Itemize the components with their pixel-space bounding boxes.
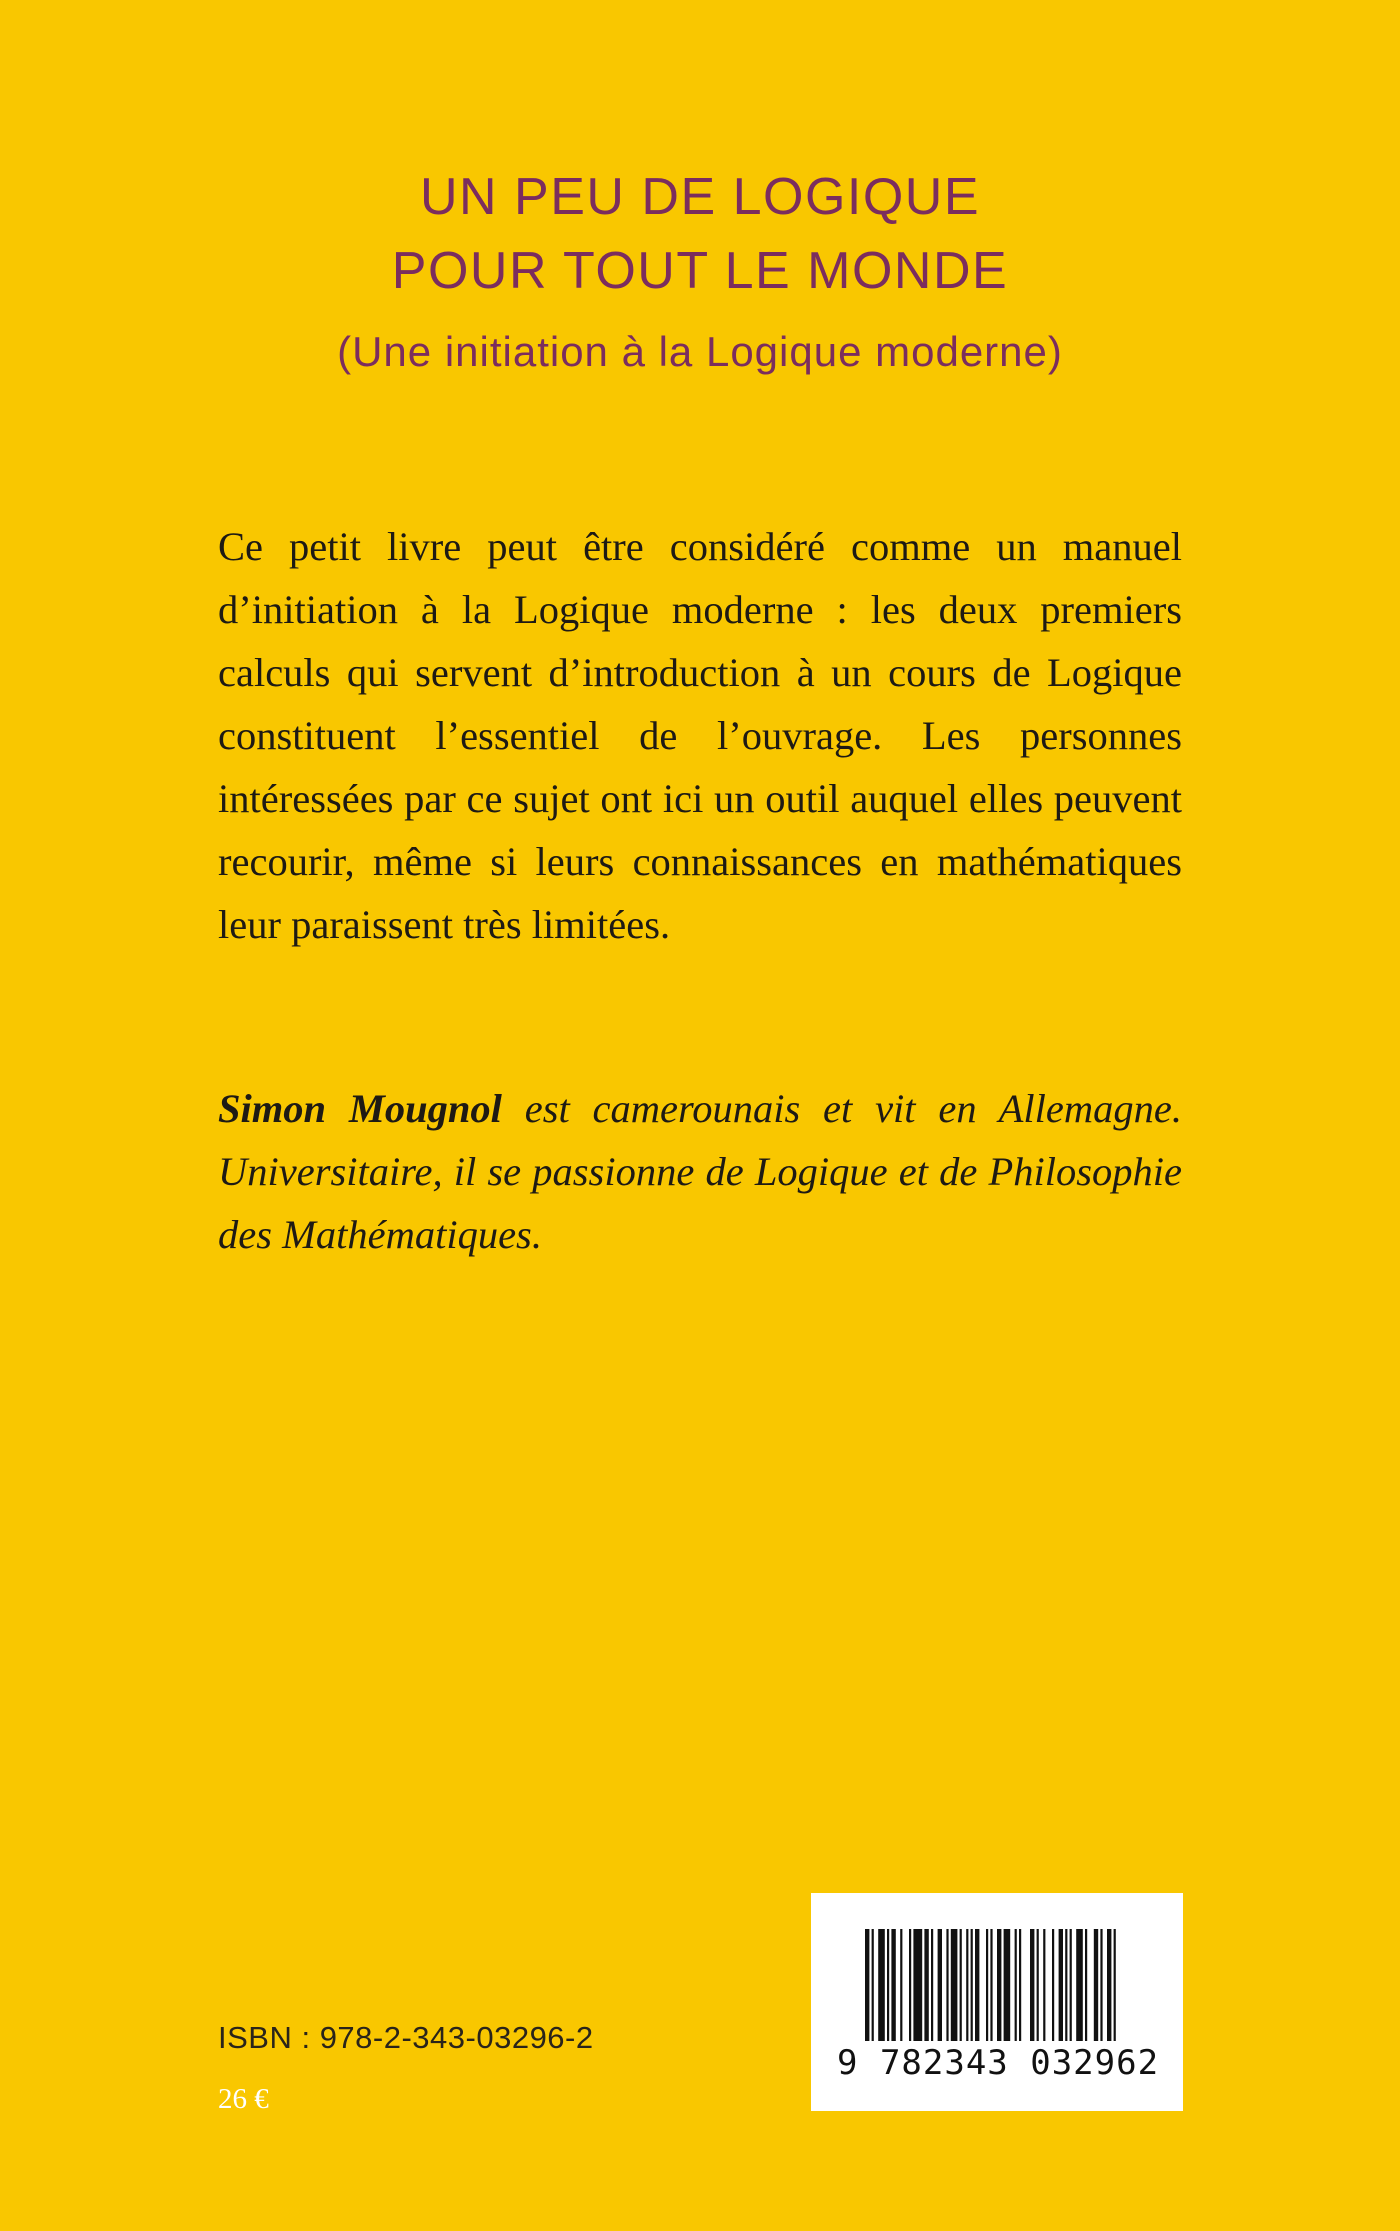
barcode-bar bbox=[997, 1929, 1001, 2041]
barcode-bar bbox=[891, 1929, 895, 2041]
barcode-bar bbox=[990, 1929, 992, 2041]
barcode-bar bbox=[1100, 1929, 1102, 2041]
barcode-bar bbox=[1030, 1929, 1034, 2041]
barcode-bar bbox=[872, 1929, 874, 2041]
barcode-bar bbox=[878, 1929, 885, 2041]
barcode-bar bbox=[946, 1929, 948, 2041]
barcode-bar bbox=[1043, 1929, 1045, 2041]
barcode bbox=[811, 1893, 1183, 2111]
barcode-bar bbox=[938, 1929, 942, 2041]
price-label: 26 € bbox=[218, 2083, 269, 2115]
barcode-bar bbox=[931, 1929, 933, 2041]
barcode-bar bbox=[1076, 1929, 1083, 2041]
barcode-bar bbox=[1015, 1929, 1017, 2041]
barcode-bar bbox=[913, 1929, 922, 2041]
book-title-line-1: UN PEU DE LOGIQUE bbox=[419, 168, 981, 226]
barcode-bar bbox=[1107, 1929, 1111, 2041]
isbn-label: ISBN : 978-2-343-03296-2 bbox=[218, 2020, 594, 2055]
barcode-bar bbox=[1052, 1929, 1054, 2041]
barcode-bar bbox=[924, 1929, 928, 2041]
barcode-bar bbox=[1070, 1929, 1072, 2041]
book-subtitle: (Une initiation à la Logique moderne) bbox=[337, 328, 1063, 375]
barcode-bar bbox=[1065, 1929, 1067, 2041]
barcode-bar bbox=[1019, 1929, 1021, 2041]
barcode-bar bbox=[971, 1929, 973, 2041]
barcode-bar bbox=[1059, 1929, 1063, 2041]
author-name: Simon Mougnol bbox=[218, 1086, 502, 1131]
barcode-bar bbox=[1114, 1929, 1116, 2041]
barcode-bars bbox=[865, 1929, 1141, 2041]
book-description: Ce petit livre peut être considéré comme un manuel d’initiation à la Logique moderne : les deux premiers calculs qui servent d’introduction à un cours de Logique constituent l’essentiel de l’ouvrage. Les personnes intéressées par ce sujet ont ici un outil auquel elles peuvent recourir, même si leurs connaissances en mathématiques leur paraissent très limitées. bbox=[218, 524, 1182, 947]
barcode-bar bbox=[960, 1929, 962, 2041]
author-bio bbox=[218, 1077, 1182, 1266]
author-bio-text: est camerounais et vit en Allemagne. Universitaire, il se passionne de Logique et de Philosophie des Mathématiques. bbox=[218, 1086, 1182, 1257]
title-block bbox=[0, 160, 1400, 380]
barcode-bar bbox=[951, 1929, 958, 2041]
barcode-digits: 9 782343 032962 bbox=[837, 2043, 1160, 2083]
barcode-bar bbox=[966, 1929, 968, 2041]
barcode-bar bbox=[1085, 1929, 1087, 2041]
barcode-bar bbox=[900, 1929, 902, 2041]
barcode-bar bbox=[887, 1929, 889, 2041]
barcode-bar bbox=[1037, 1929, 1039, 2041]
barcode-bar bbox=[909, 1929, 911, 2041]
barcode-bar bbox=[975, 1929, 979, 2041]
barcode-bar bbox=[986, 1929, 988, 2041]
barcode-bar bbox=[1004, 1929, 1011, 2041]
book-title-line-2: POUR TOUT LE MONDE bbox=[391, 242, 1009, 300]
barcode-bar bbox=[865, 1929, 869, 2041]
barcode-bar bbox=[1094, 1929, 1098, 2041]
